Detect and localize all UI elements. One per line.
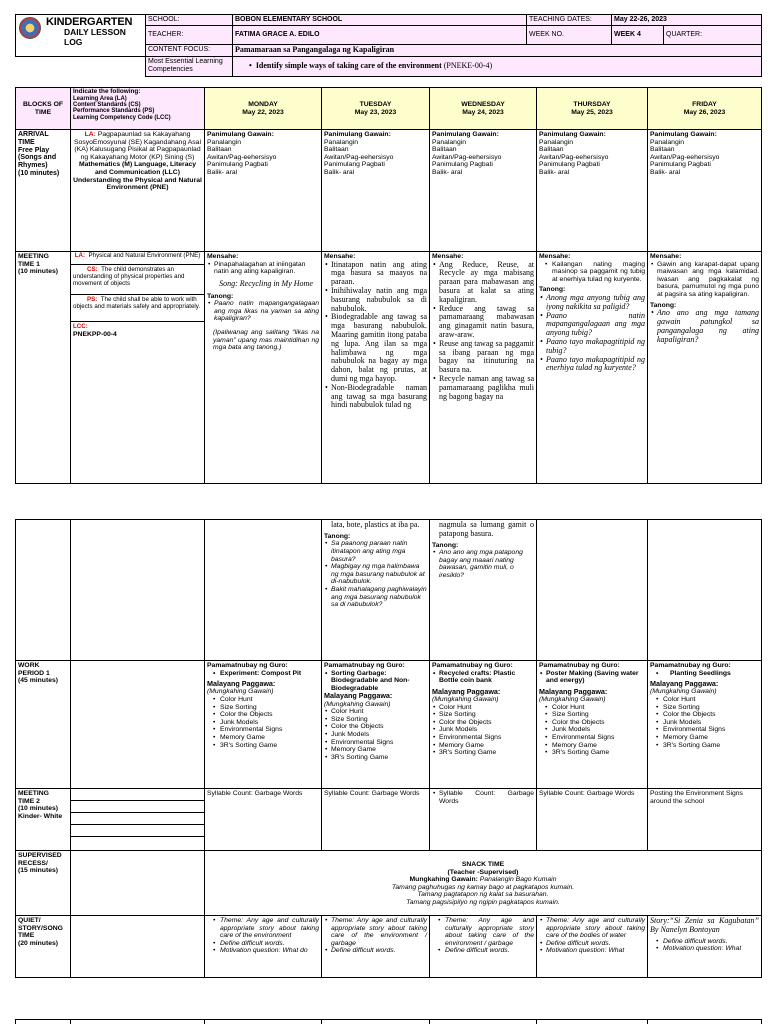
melc-value-cell	[233, 56, 762, 76]
week-label: WEEK NO.	[527, 26, 612, 45]
day-header-thursday: THURSDAY May 25, 2023	[537, 88, 648, 130]
lcc-code: PNEKPP-00-4	[73, 330, 117, 338]
meeting1-cont-thursday	[537, 520, 648, 661]
meeting1-cont-friday	[648, 520, 762, 661]
work-standards	[71, 661, 205, 789]
melc-code: (PNEKE-00-4)	[443, 60, 493, 70]
logo-block	[16, 15, 146, 57]
indicate-line: Learning Area (LA)	[73, 95, 127, 102]
block-arrival-time: ARRIVAL TIME Free Play (Songs and Rhymes) (10 minutes)	[16, 130, 71, 252]
arrival-monday: Panimulang Gawain: Panalangin Balitaan Awitan/Pag-eehersisyo Panimulang Pagbati Balik- aral	[205, 130, 322, 252]
meeting2-thursday: Syllable Count: Garbage Words	[537, 789, 648, 851]
ps-label: PS:	[87, 295, 98, 303]
meeting2-wednesday: • Syllable Count: Garbage Words	[430, 789, 537, 851]
meeting2-standards	[71, 789, 205, 851]
cs-label: CS:	[87, 265, 98, 273]
meeting1-cont-standards	[71, 520, 205, 661]
cs-text: The child demonstrates an understanding of physical properties and movement of objects	[73, 265, 185, 287]
meeting1-friday: Mensahe: • Gawin ang karapat-dapat upang maiwasan ang mga kalamidad. Iwasan ang pagkakalat ng basura, pamumutol ng mga puno at pagsira sa ating kapaligiran. Tanong: • Ano ano ang mga tamang gawain patungkol sa pangangalaga ng ating kapaligiran?	[648, 252, 762, 484]
indicate-line: Content Standards (CS)	[73, 102, 141, 109]
header-table	[15, 14, 762, 77]
melc-label: Most Essential Learning Competencies	[146, 56, 233, 76]
ps-text: The child shall be able to work with objects and materials safely and appropriately.	[73, 295, 201, 310]
la-text-bold: Mathematics (M) Language, Literacy and Communication (LLC) Understanding the Physical and Natural Environment (PNE)	[73, 161, 202, 192]
la-text: Pagpapaunlad sa Kakayahang SosyoEmosyunal (SE) Kagandahang Asal (KA) Kalusugang Pisikal at Pagpapaunlad ng Kakayahang Motor (KP) Sining (S)	[74, 131, 201, 161]
meeting1-cont-tuesday: lata, bote, plastics at iba pa. Tanong: • Sa paanong paraan natin itinatapon ang ating mga basura? • Magbigay ng mga halimbawa ng mga basurang nabubulok at di-nabubulok. • Bakit mahalagang paghiwalayin ang mga basurang nabubulok sa di nabubulok?	[322, 520, 430, 661]
teacher-label: TEACHER:	[146, 26, 233, 45]
quiet-monday: • Theme: Any age and culturally appropriate story about taking care of the environment • Define difficult words. • Motivation question: What do	[205, 916, 322, 978]
work-thursday: Pamamatnubay ng Guro: • Poster Making (Saving water and energy) Malayang Paggawa: (Mungkahing Gawain) • Color Hunt • Size Sorting • Color the Objects • Junk Models • Environmental Signs • Memory Game • 3R's Sorting Game	[537, 661, 648, 789]
day-header-tuesday: TUESDAY May 23, 2023	[322, 88, 430, 130]
arrival-tuesday: Panimulang Gawain: Panalangin Balitaan Awitan/Pag-eehersisyo Panimulang Pagbati Balik- aral	[322, 130, 430, 252]
content-focus-value: Pamamaraan sa Pangangalaga ng Kapaligiran	[233, 44, 762, 56]
la-text: Physical and Natural Environment (PNE)	[88, 252, 201, 259]
meeting1-monday: Mensahe: • Pinapahalagahan at iniingatan natin ang ating kapaligiran. Song: Recycling in My Home Tanong: • Paano natin mapangangalagaan ang mga likas na yaman sa ating kapaligiran? (Ipaliwanag ang salitang “likas na yaman” upang mas maintidihan ng mga bata ang tanong.)	[205, 252, 322, 484]
block-meeting-time-1: MEETING TIME 1 (10 minutes)	[16, 252, 71, 484]
day-header-friday: FRIDAY May 26, 2023	[648, 88, 762, 130]
indicate-line: Performance Standards (PS)	[73, 108, 155, 115]
arrival-thursday: Panimulang Gawain: Panalangin Balitaan Awitan/Pag-eehersisyo Panimulang Pagbati Balik- aral	[537, 130, 648, 252]
arrival-learning-areas	[71, 130, 205, 252]
teaching-dates-label: TEACHING DATES:	[527, 15, 612, 26]
meeting1-cont-monday	[205, 520, 322, 661]
block-work-period-1: WORK PERIOD 1 (45 minutes)	[16, 661, 71, 789]
meeting1-standards	[71, 252, 205, 484]
la-label: LA:	[74, 252, 86, 259]
melc-value: Identify simple ways of taking care of the environment	[255, 60, 442, 70]
meeting1-tuesday: Mensahe: • Itinatapon natin ang ating mga basura sa maayos na paraan. • Inihihiwalay natin ang mga basurang nabubulok sa di nabubulok. • Biodegradable ang tawag sa mga basurang nabubulok. Maaring gamitin itong pataba ng lupa. Ang ilan sa mga halimbawa ng mga nabubulok na bagay ay mga dahon, balat ng prutas, at dumi ng mga hayop. • Non-Biodegradable naman ang tawag sa mga basurang hindi nabubulok tulad ng	[322, 252, 430, 484]
indicate-title: Indicate the following:	[73, 88, 141, 95]
work-wednesday: Pamamatnubay ng Guro: • Recycled crafts: Plastic Bottle coin bank Malayang Paggawa: (Mungkahing Gawain) • Color Hunt • Size Sorting • Color the Objects • Junk Models • Environmental Signs • Memory Game • 3R's Sorting Game	[430, 661, 537, 789]
content-focus-label: CONTENT FOCUS:	[146, 44, 233, 56]
meeting1-wednesday: Mensahe: • Ang Reduce, Reuse, at Recycle ay mga mabisang paraan para mabawasan ang basura at kalat sa ating kapaligiran. • Reduce ang tawag sa pamamaraang mabawasan ang ginagamit natin basura, araw-araw. • Reuse ang tawag sa paggamit sa ibang paraan ng mga bagay na itinuturing na basura na. • Recycle naman ang tawag sa pamamaraang paglikha muli ng bagong bagay na	[430, 252, 537, 484]
meeting1-cont-block	[16, 520, 71, 661]
melc-bullet-icon: •	[249, 60, 256, 70]
meeting1-cont-wednesday: nagmula sa lumang gamit o patapong basura. Tanong: • Ano ano ang mga patapong bagay ang maaari nating bawasan, gamitin muli, o iresiklo?	[430, 520, 537, 661]
quiet-friday: Story:“Si Zenia sa Kagubatan” By Nanelyn Bontoyan • Define difficult words. • Motivation question: What	[648, 916, 762, 978]
meeting2-tuesday: Syllable Count: Garbage Words	[322, 789, 430, 851]
arrival-wednesday: Panimulang Gawain: Panalangin Balitaan Awitan/Pag-eehersisyo Panimulang Pagbati Balik- aral	[430, 130, 537, 252]
block-supervised-recess: SUPERVISED RECESS/ (15 minutes)	[16, 851, 71, 916]
quarter-label: QUARTER:	[664, 26, 762, 45]
indicate-line: Learning Competency Code (LCC)	[73, 114, 171, 121]
lesson-table-page-1	[15, 87, 762, 484]
lesson-table-page-2	[15, 519, 762, 978]
teacher-value: FATIMA GRACE A. EDILO	[233, 26, 527, 45]
recess-snack-time: SNACK TIME (Teacher -Supervised) Mungkahing Gawain: Panalangin Bago Kumain Tamang paghuhugas ng kamay bago at pagkatapos kumain. Tamang pagtatapon ng kalat sa basurahan. Tamang pagsisipilyo ng ngipin pagkatapos kumain.	[205, 851, 762, 916]
quiet-tuesday: • Theme: Any age and culturally appropriate story about taking care of the environment / garbage • Define difficult words.	[322, 916, 430, 978]
recess-standards	[71, 851, 205, 916]
quiet-thursday: • Theme: Any age and culturally appropriate story about taking care of the bodies of water • Define difficult words. • Motivation question: What	[537, 916, 648, 978]
deped-seal-icon	[19, 17, 41, 39]
school-label: SCHOOL:	[146, 15, 233, 26]
meeting1-thursday: Mensahe: • Kailangan nating maging masinop sa paggamit ng tubig at enerhiya tulad ng kuryente. Tanong: • Anong mga anyong tubig ang iyong nakikita sa paligid? • Paano natin mapangangalagaan ang mga anyong tubig? • Paano tayo makapagtitipid ng tubig? • Paano tayo makapagtitipid ng enerhiya tulad ng kuryente?	[537, 252, 648, 484]
school-value: BOBON ELEMENTARY SCHOOL	[233, 15, 527, 26]
block-meeting-time-2: MEETING TIME 2 (10 minutes) Kinder- White	[16, 789, 71, 851]
quiet-standards	[71, 916, 205, 978]
week-value: WEEK 4	[612, 26, 664, 45]
lcc-label: LCC:	[73, 322, 88, 330]
logo-subtitle: DAILY LESSON LOG	[64, 27, 126, 47]
day-header-monday: MONDAY May 22, 2023	[205, 88, 322, 130]
indicate-header	[71, 88, 205, 130]
meeting2-friday: Posting the Environment Signs around the school	[648, 789, 762, 851]
day-header-wednesday: WEDNESDAY May 24, 2023	[430, 88, 537, 130]
work-tuesday: Pamamatnubay ng Guro: • Sorting Garbage: Biodegradable and Non-Biodegradable Malayang Paggawa: (Mungkahing Gawain) • Color Hunt • Size Sorting • Color the Objects • Junk Models • Environmental Signs • Memory Game • 3R's Sorting Game	[322, 661, 430, 789]
block-quiet-story-time: QUIET/ STORY/SONG TIME (20 minutes)	[16, 916, 71, 978]
arrival-friday: Panimulang Gawain: Panalangin Balitaan Awitan/Pag-eehersisyo Panimulang Pagbati Balik- aral	[648, 130, 762, 252]
work-monday: Pamamatnubay ng Guro: • Experiment: Compost Pit Malayang Paggawa: (Mungkahing Gawain) • Color Hunt • Size Sorting • Color the Objects • Junk Models • Environmental Signs • Memory Game • 3R's Sorting Game	[205, 661, 322, 789]
work-friday: Pamamatnubay ng Guro: • Planting Seedlings Malayang Paggawa: (Mungkahing Gawain) • Color Hunt • Size Sorting • Color the Objects • Junk Models • Environmental Signs • Memory Game • 3R's Sorting Game	[648, 661, 762, 789]
la-label: LA:	[84, 131, 96, 138]
logo-title: KINDERGARTEN	[46, 16, 133, 28]
lesson-table-page-3-edge	[15, 1019, 762, 1024]
blocks-of-time-header: BLOCKS OF TIME	[16, 88, 71, 130]
meeting2-monday: Syllable Count: Garbage Words	[205, 789, 322, 851]
quiet-wednesday: • Theme: Any age and culturally appropriate story about taking care of the environment / garbage • Define difficult words.	[430, 916, 537, 978]
teaching-dates-value: May 22-26, 2023	[612, 15, 762, 26]
